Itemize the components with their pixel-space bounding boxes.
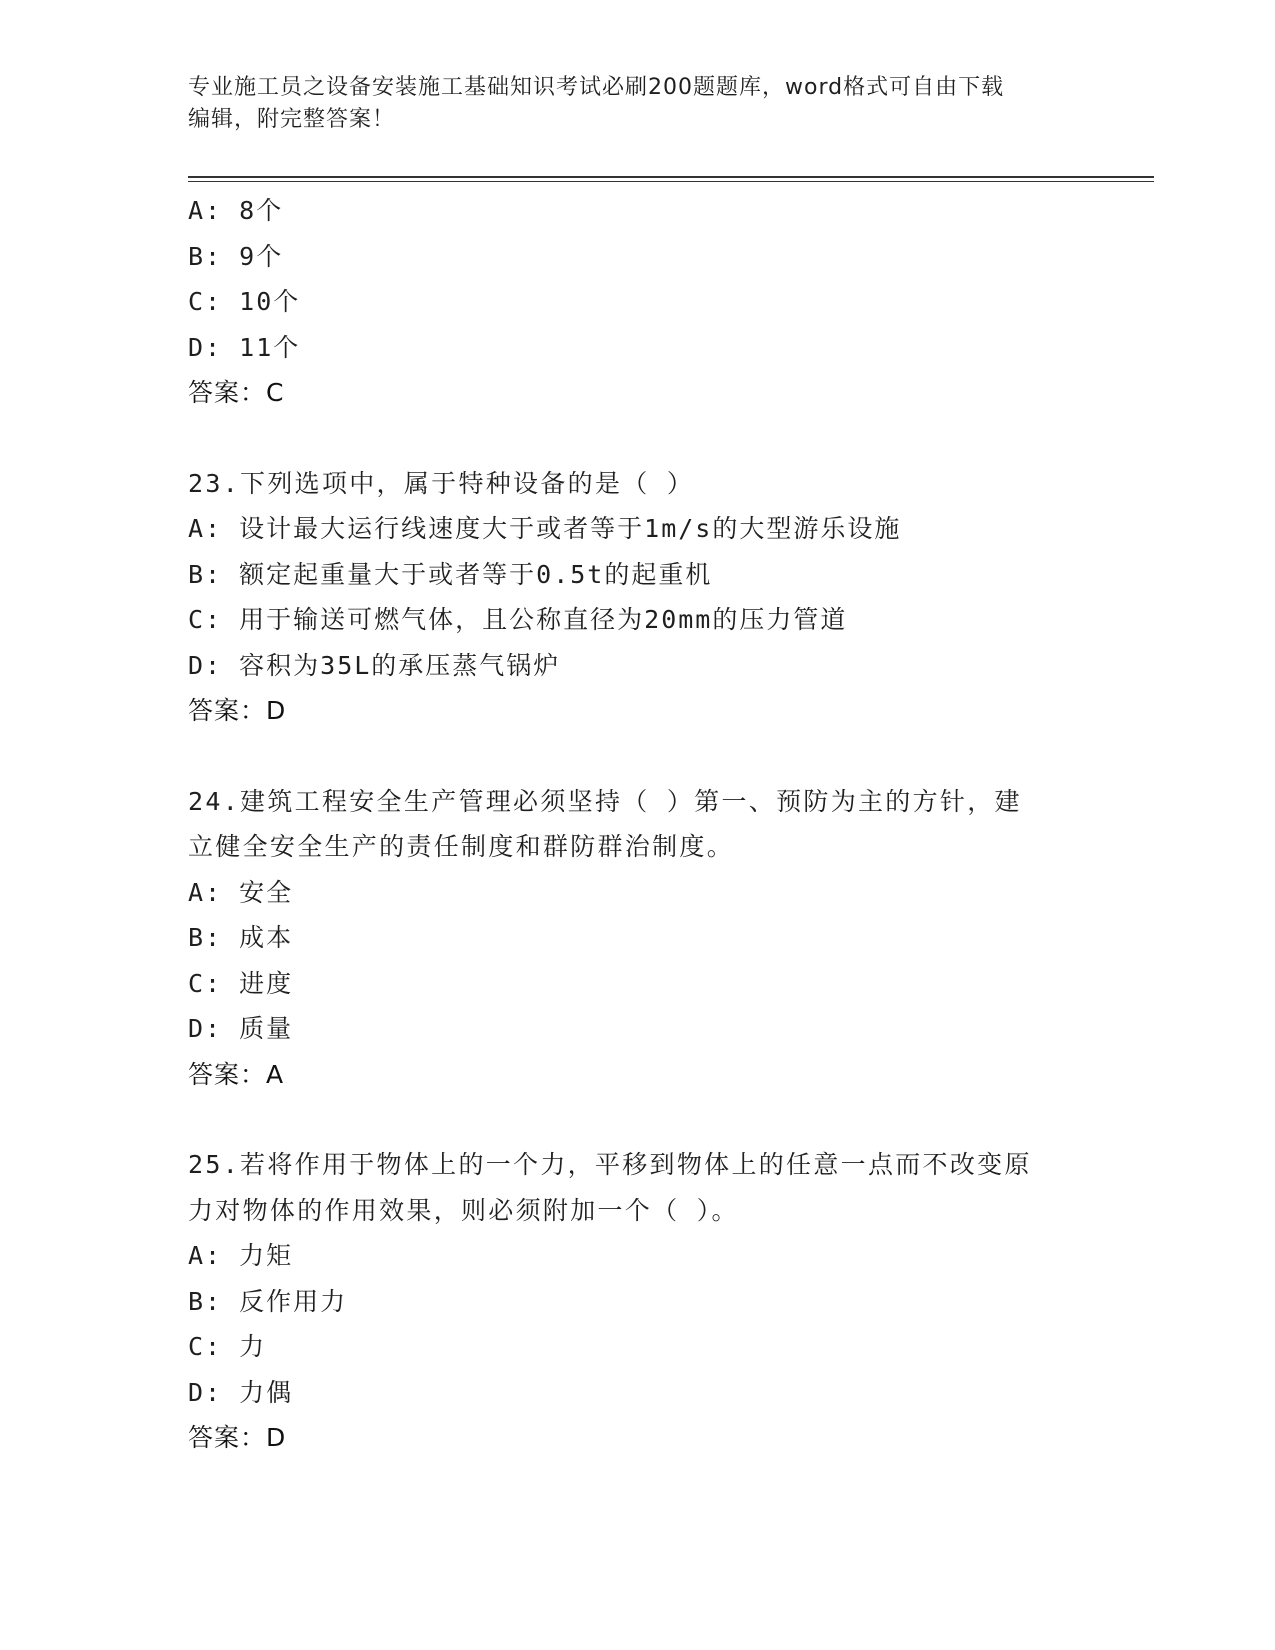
- question-25-block: [188, 1142, 1088, 1461]
- option-c: C: 进度: [188, 968, 294, 998]
- question-24-block: [188, 779, 1088, 1098]
- question-list: [188, 188, 1088, 1461]
- answer-line: 答案：C: [188, 378, 285, 407]
- spacer: [188, 734, 1088, 779]
- option-d: D: 力偶: [188, 1377, 294, 1407]
- option-a: A: 设计最大运行线速度大于或者等于1m/s的大型游乐设施: [188, 514, 902, 543]
- header-title-line-1: 专业施工员之设备安装施工基础知识考试必刷200题题库，word格式可自由下载: [188, 75, 1005, 100]
- question-stem-line-1: 25.若将作用于物体上的一个力，平移到物体上的任意一点而不改变原: [188, 1150, 1032, 1179]
- option-a: A: 8个: [188, 196, 284, 225]
- question-22-block: [188, 188, 1088, 416]
- question-stem-line-1: 24.建筑工程安全生产管理必须坚持（ ）第一、预防为主的方针，建: [188, 786, 1022, 816]
- spacer: [188, 1097, 1088, 1142]
- header-divider-thin: [188, 181, 1154, 182]
- header-title-line-2: 编辑，附完整答案！: [188, 107, 396, 132]
- question-23-block: [188, 461, 1088, 734]
- answer-line: 答案：D: [188, 1423, 287, 1452]
- spacer: [188, 416, 1088, 461]
- question-stem-line-2: 立健全安全生产的责任制度和群防群治制度。: [188, 832, 735, 861]
- option-b: B: 成本: [188, 923, 294, 952]
- option-a: A: 安全: [188, 877, 294, 907]
- option-d: D: 质量: [188, 1014, 294, 1043]
- answer-line: 答案：A: [188, 1059, 285, 1089]
- option-b: B: 额定起重量大于或者等于0.5t的起重机: [188, 559, 713, 589]
- question-stem-line-2: 力对物体的作用效果，则必须附加一个（ ）。: [188, 1195, 739, 1225]
- option-b: B: 9个: [188, 241, 284, 271]
- document-header: [188, 72, 1088, 136]
- option-d: D: 11个: [188, 332, 301, 362]
- option-c: C: 力: [188, 1332, 267, 1361]
- header-divider-thick: [188, 176, 1154, 178]
- answer-line: 答案：D: [188, 696, 287, 725]
- option-c: C: 10个: [188, 287, 301, 316]
- question-stem: 23.下列选项中，属于特种设备的是（ ）: [188, 468, 695, 498]
- option-a: A: 力矩: [188, 1241, 294, 1270]
- option-d: D: 容积为35L的承压蒸气锅炉: [188, 650, 561, 680]
- option-b: B: 反作用力: [188, 1286, 348, 1316]
- option-c: C: 用于输送可燃气体，且公称直径为20mm的压力管道: [188, 605, 848, 634]
